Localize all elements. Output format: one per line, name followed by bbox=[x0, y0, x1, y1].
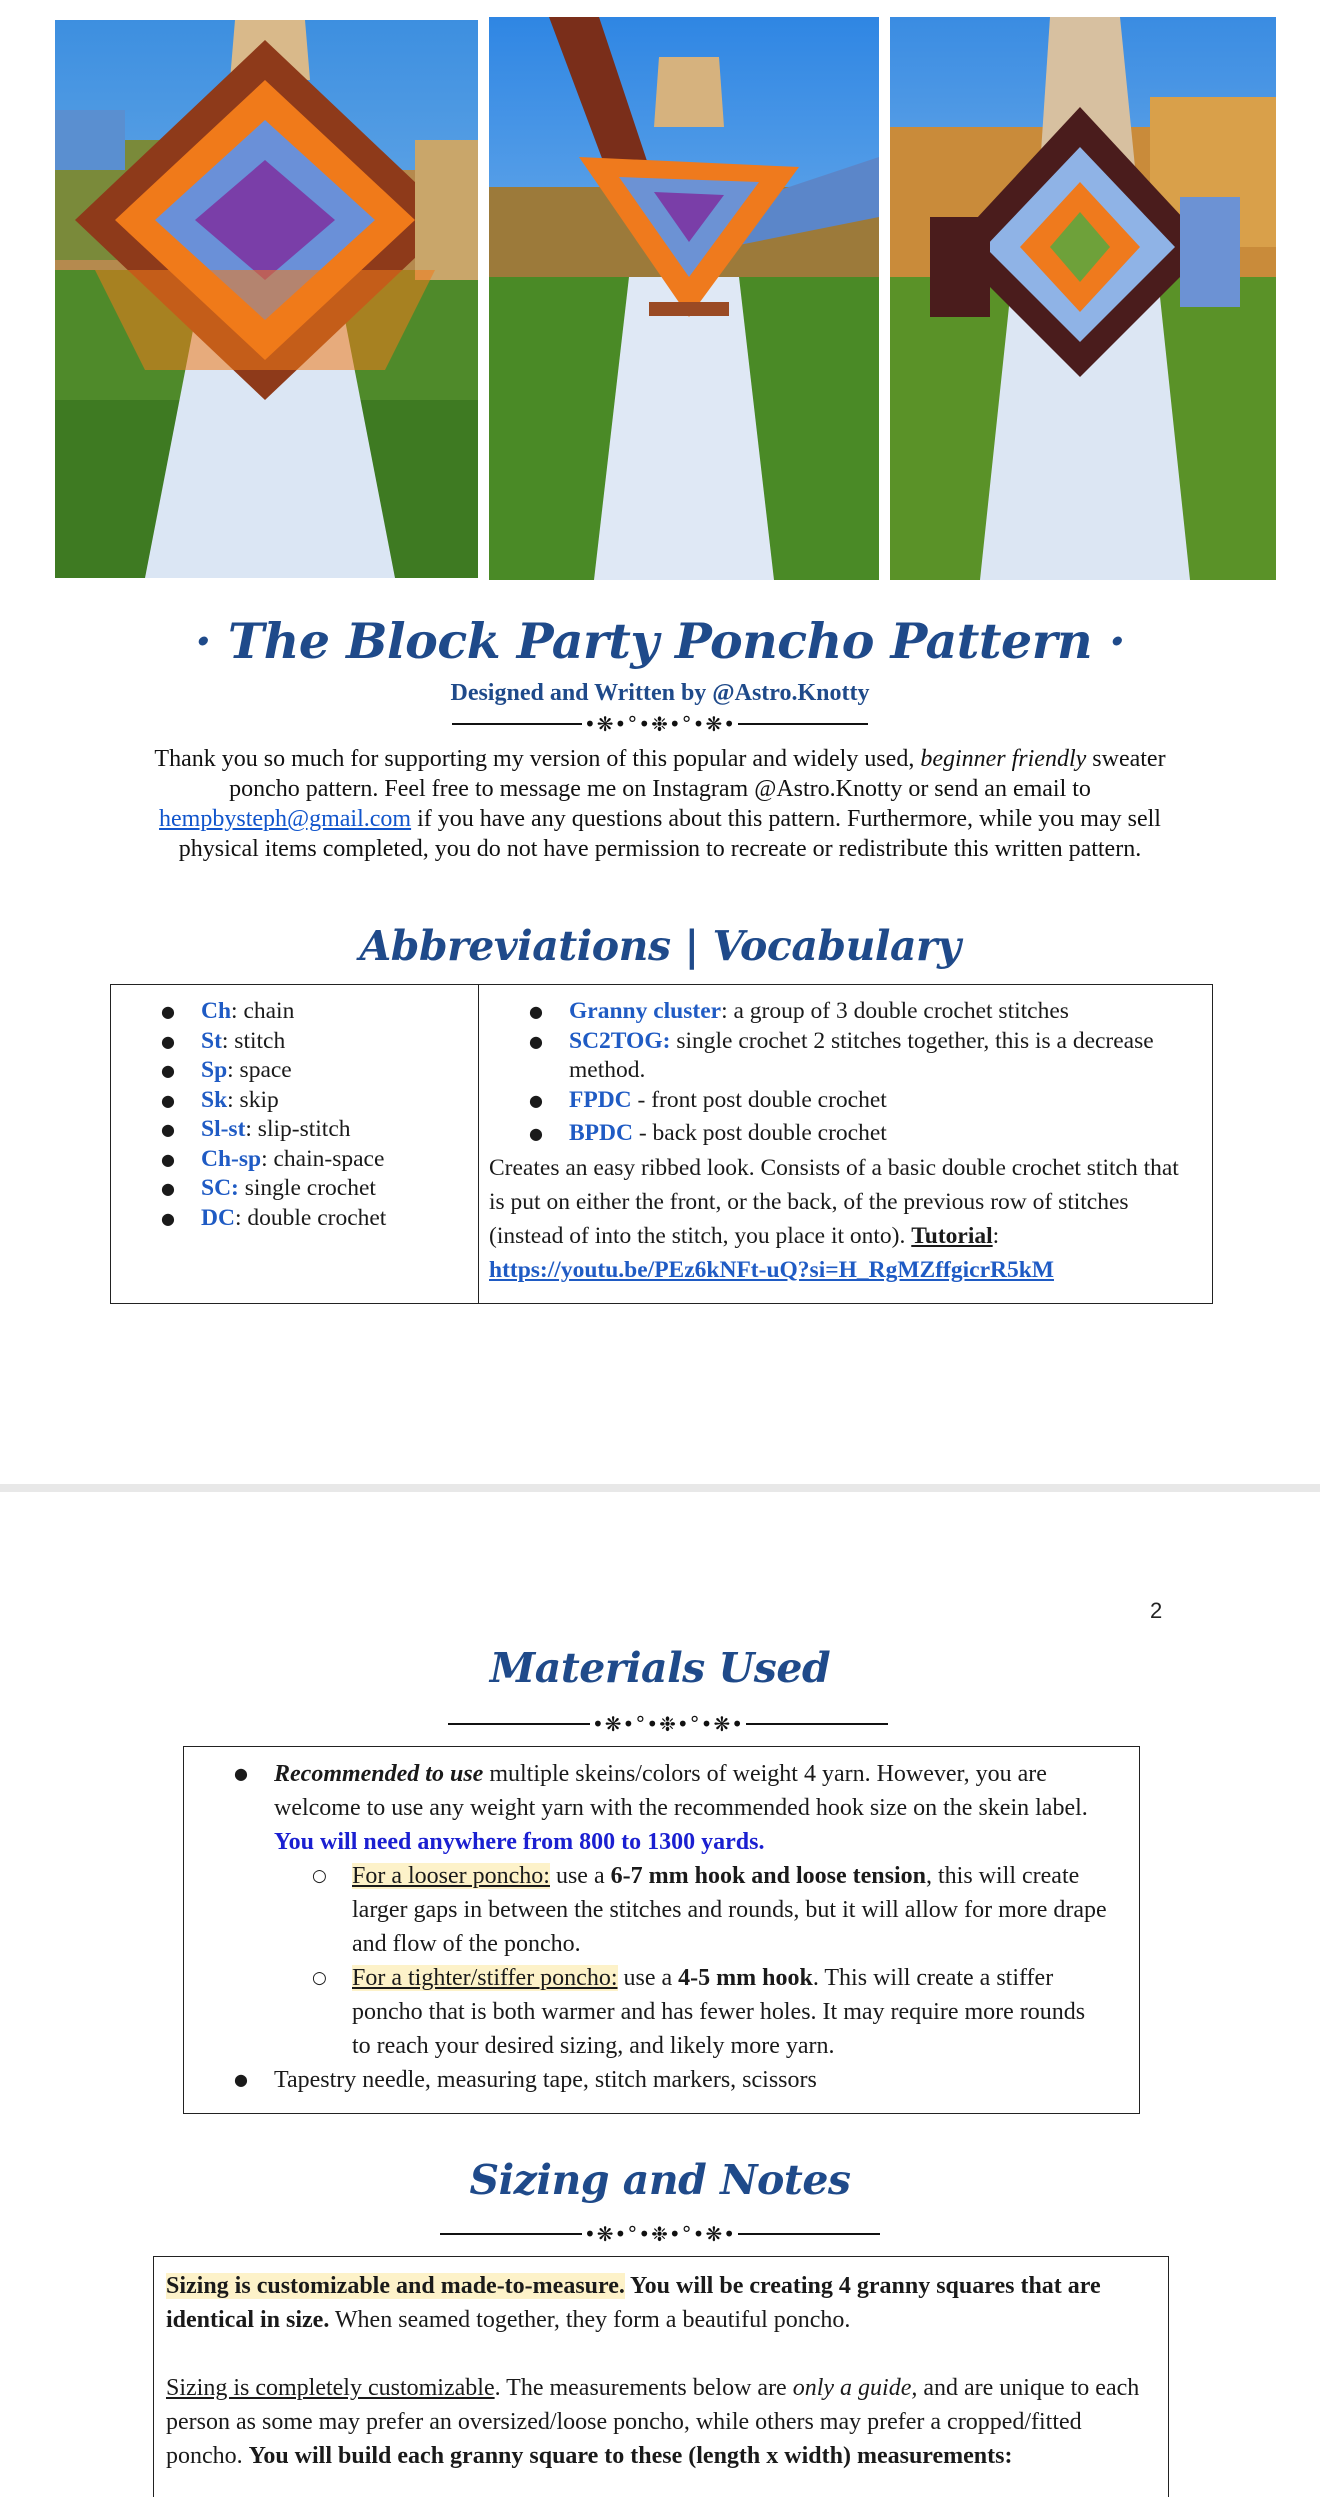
ornamental-divider bbox=[440, 712, 880, 736]
abbr-item: ● Sl-st: slip-stitch bbox=[161, 1115, 478, 1145]
poncho-photo-back bbox=[890, 17, 1276, 580]
abbreviations-list-right bbox=[489, 997, 1194, 1149]
sizing-box bbox=[153, 2256, 1169, 2497]
contact-email-link[interactable]: hempbysteph@gmail.com bbox=[159, 806, 412, 832]
intro-emphasis: beginner friendly bbox=[920, 746, 1087, 772]
abbr-item: ● BPDC - back post double crochet bbox=[529, 1119, 1194, 1149]
intro-paragraph: Thank you so much for supporting my version of this popular and widely used, beginner friendly sweater poncho pattern. Feel free to message me on Instagram @Astro.Knotty or send an email to hempbysteph@gmail.com if you have any questions about this pattern. Furthermore, while you may sell physical items completed, you do not have permission to recreate or redistribute this written pattern. bbox=[154, 746, 1166, 862]
abbr-item: ● Sk: skip bbox=[161, 1086, 478, 1116]
abbreviations-column-right bbox=[479, 985, 1212, 1303]
abbreviations-list-left bbox=[161, 997, 478, 1233]
abbr-item: ● St: stitch bbox=[161, 1027, 478, 1057]
materials-subitem-tight: ○ For a tighter/stiffer poncho: use a 4-5 mm hook. This will create a stiffer poncho that is both warmer and has fewer holes. It may require more rounds to reach your desired sizing, and likely more yarn. bbox=[234, 1961, 1109, 2063]
materials-item-yarn: ● Recommended to use multiple skeins/colors of weight 4 yarn. However, you are welcome to use any weight yarn with the recommended hook size on the skein label. You will need anywhere from 800 to 1300 yards. bbox=[234, 1757, 1109, 1859]
abbreviations-table bbox=[110, 984, 1213, 1304]
abbr-item: ● Ch-sp: chain-space bbox=[161, 1145, 478, 1175]
abbreviations-heading: Abbreviations | Vocabulary bbox=[359, 922, 961, 970]
poncho-photo-arms-raised bbox=[489, 17, 879, 580]
page-number: 2 bbox=[1150, 1598, 1163, 1623]
tutorial-label: Tutorial bbox=[911, 1222, 993, 1249]
abbr-item: ● Sp: space bbox=[161, 1056, 478, 1086]
abbr-item: ● Granny cluster: a group of 3 double crochet stitches bbox=[529, 997, 1194, 1027]
abbr-item: ● SC: single crochet bbox=[161, 1174, 478, 1204]
divider-ornament: •❋•°•❉•°•❋• bbox=[583, 712, 737, 736]
ornamental-divider bbox=[448, 1712, 888, 1736]
sizing-paragraph-2: Sizing is completely customizable. The measurements below are only a guide, and are unique to each person as some may prefer an oversized/loose poncho, while others may prefer a cropped/fitted poncho. You will build each granny square to these (length x width) measurements: bbox=[166, 2375, 1140, 2469]
divider-ornament: •❋•°•❉•°•❋• bbox=[591, 1712, 745, 1736]
yardage-note: You will need anywhere from 800 to 1300 yards. bbox=[274, 1829, 765, 1855]
materials-box bbox=[183, 1746, 1140, 2114]
materials-subitem-loose: ○ For a looser poncho: use a 6-7 mm hook and loose tension, this will create larger gaps in between the stitches and rounds, but it will allow for more drape and flow of the poncho. bbox=[234, 1859, 1109, 1961]
tutorial-video-link[interactable]: https://youtu.be/PEz6kNFt-uQ?si=H_RgMZffgicrR5kM bbox=[489, 1256, 1054, 1283]
sizing-heading: Sizing and Notes bbox=[469, 2156, 851, 2204]
designer-byline: Designed and Written by @Astro.Knotty bbox=[450, 680, 870, 706]
page-separator bbox=[0, 1484, 1320, 1492]
post-stitch-description: Creates an easy ribbed look. Consists of a basic double crochet stitch that is put on either the front, or the back, of the previous row of stitches (instead of into the stitch, you place it onto). Tutorial: https://youtu.be/PEz6kNFt-uQ?si=H_RgMZffgicrR5kM bbox=[489, 1154, 1179, 1283]
ornamental-divider bbox=[440, 2222, 880, 2246]
materials-heading: Materials Used bbox=[489, 1644, 831, 1692]
sizing-paragraph-1: Sizing is customizable and made-to-measure. You will be creating 4 granny squares that are identical in size. When seamed together, they form a beautiful poncho. bbox=[166, 2273, 1101, 2333]
poncho-photo-front bbox=[55, 20, 478, 578]
abbr-item: ● SC2TOG: single crochet 2 stitches together, this is a decrease method. bbox=[529, 1027, 1194, 1086]
materials-item-tools: ● Tapestry needle, measuring tape, stitch markers, scissors bbox=[234, 2063, 1109, 2097]
abbr-item: ● Ch: chain bbox=[161, 997, 478, 1027]
abbr-item: ● DC: double crochet bbox=[161, 1204, 478, 1234]
abbr-item: ● FPDC - front post double crochet bbox=[529, 1086, 1194, 1116]
divider-ornament: •❋•°•❉•°•❋• bbox=[583, 2222, 737, 2246]
abbreviations-column-left bbox=[111, 985, 479, 1303]
pattern-title: · The Block Party Poncho Pattern · bbox=[194, 612, 1126, 670]
